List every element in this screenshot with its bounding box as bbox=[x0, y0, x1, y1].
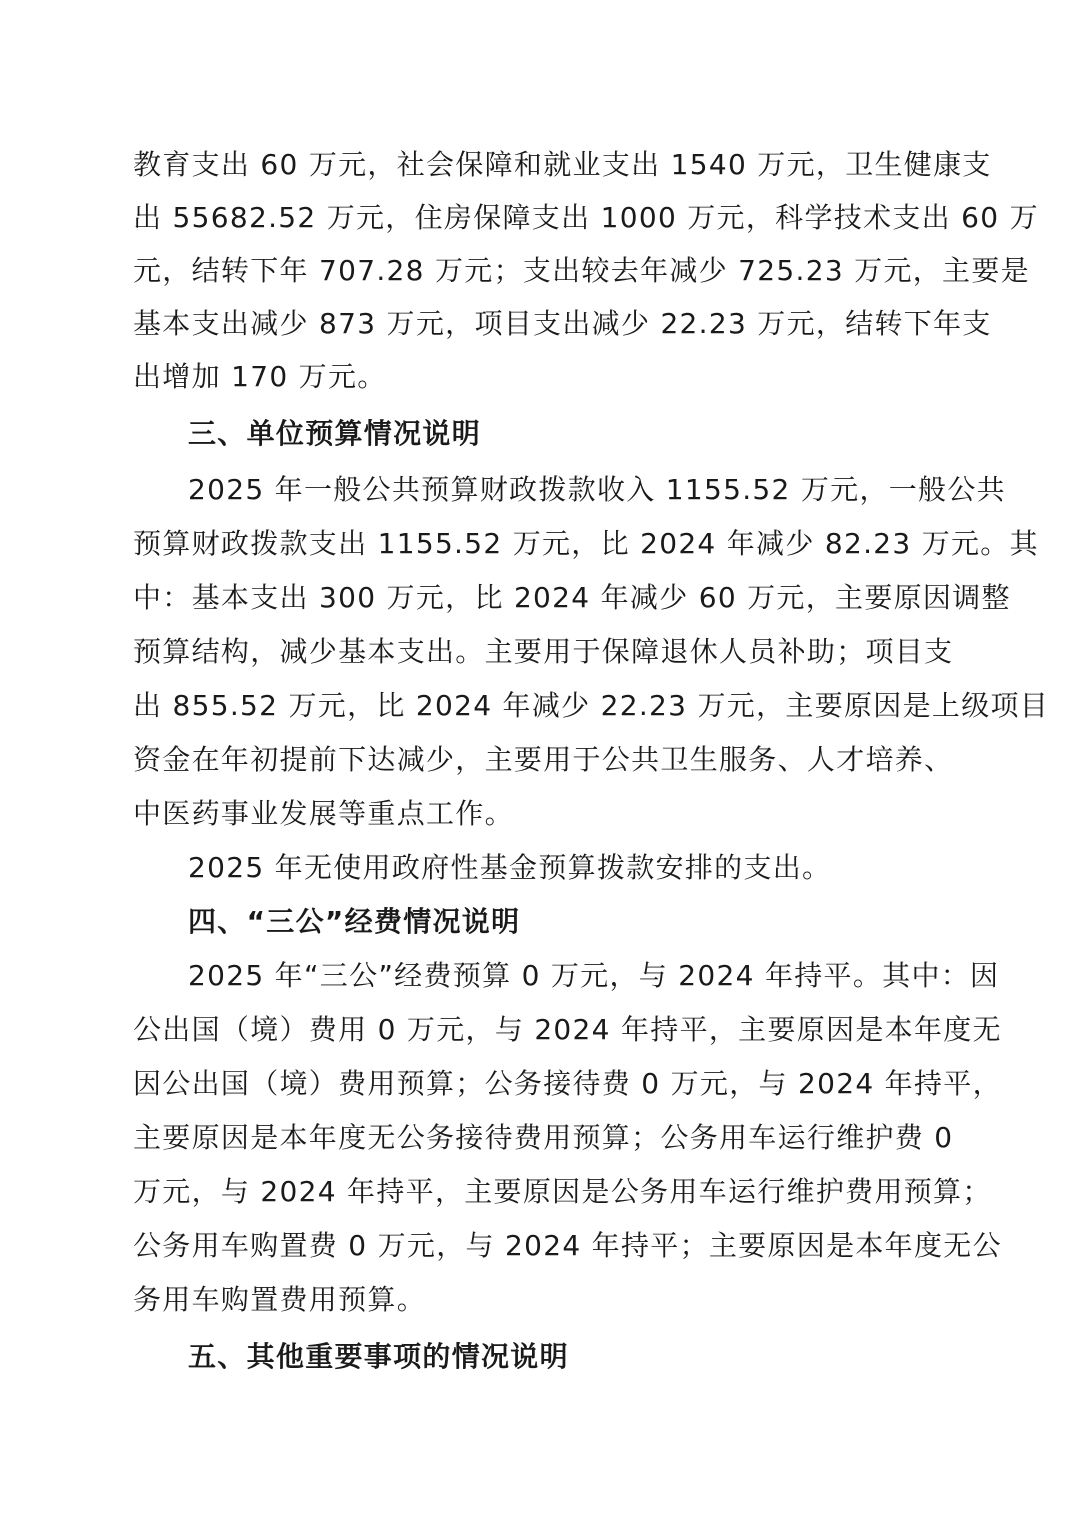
section-heading-unit-budget: 三、单位预算情况说明 bbox=[188, 417, 482, 450]
text-line: 2025 年“三公”经费预算 0 万元，与 2024 年持平。其中：因 bbox=[188, 959, 1000, 992]
text-line: 教育支出 60 万元，社会保障和就业支出 1540 万元，卫生健康支 bbox=[133, 148, 992, 181]
text-line: 元，结转下年 707.28 万元；支出较去年减少 725.23 万元，主要是 bbox=[133, 254, 1030, 287]
text-line: 出 55682.52 万元，住房保障支出 1000 万元，科学技术支出 60 万 bbox=[133, 201, 1039, 234]
text-line: 主要原因是本年度无公务接待费用预算；公务用车运行维护费 0 bbox=[133, 1121, 954, 1154]
text-line: 中医药事业发展等重点工作。 bbox=[133, 797, 514, 830]
text-line: 出 855.52 万元，比 2024 年减少 22.23 万元，主要原因是上级项目 bbox=[133, 689, 1050, 722]
text-line: 出增加 170 万元。 bbox=[133, 360, 387, 393]
text-line: 务用车购置费用预算。 bbox=[133, 1283, 427, 1316]
section-heading-other-matters: 五、其他重要事项的情况说明 bbox=[188, 1340, 569, 1373]
text-line: 预算结构，减少基本支出。主要用于保障退休人员补助；项目支 bbox=[133, 635, 954, 668]
section-heading-three-public-expenses: 四、“三公”经费情况说明 bbox=[188, 905, 521, 938]
text-line: 资金在年初提前下达减少，主要用于公共卫生服务、人才培养、 bbox=[133, 743, 954, 776]
text-line: 中：基本支出 300 万元，比 2024 年减少 60 万元，主要原因调整 bbox=[133, 581, 1011, 614]
text-line: 因公出国（境）费用预算；公务接待费 0 万元，与 2024 年持平， bbox=[133, 1067, 1002, 1100]
text-line: 预算财政拨款支出 1155.52 万元，比 2024 年减少 82.23 万元。其 bbox=[133, 527, 1039, 560]
text-line: 基本支出减少 873 万元，项目支出减少 22.23 万元，结转下年支 bbox=[133, 307, 992, 340]
text-line: 2025 年一般公共预算财政拨款收入 1155.52 万元，一般公共 bbox=[188, 473, 1006, 506]
text-line: 公务用车购置费 0 万元，与 2024 年持平；主要原因是本年度无公 bbox=[133, 1229, 1002, 1262]
paragraph-government-fund: 2025 年无使用政府性基金预算拨款安排的支出。 bbox=[188, 851, 832, 884]
text-line: 万元，与 2024 年持平，主要原因是公务用车运行维护费用预算； bbox=[133, 1175, 992, 1208]
text-line: 公出国（境）费用 0 万元，与 2024 年持平，主要原因是本年度无 bbox=[133, 1013, 1002, 1046]
